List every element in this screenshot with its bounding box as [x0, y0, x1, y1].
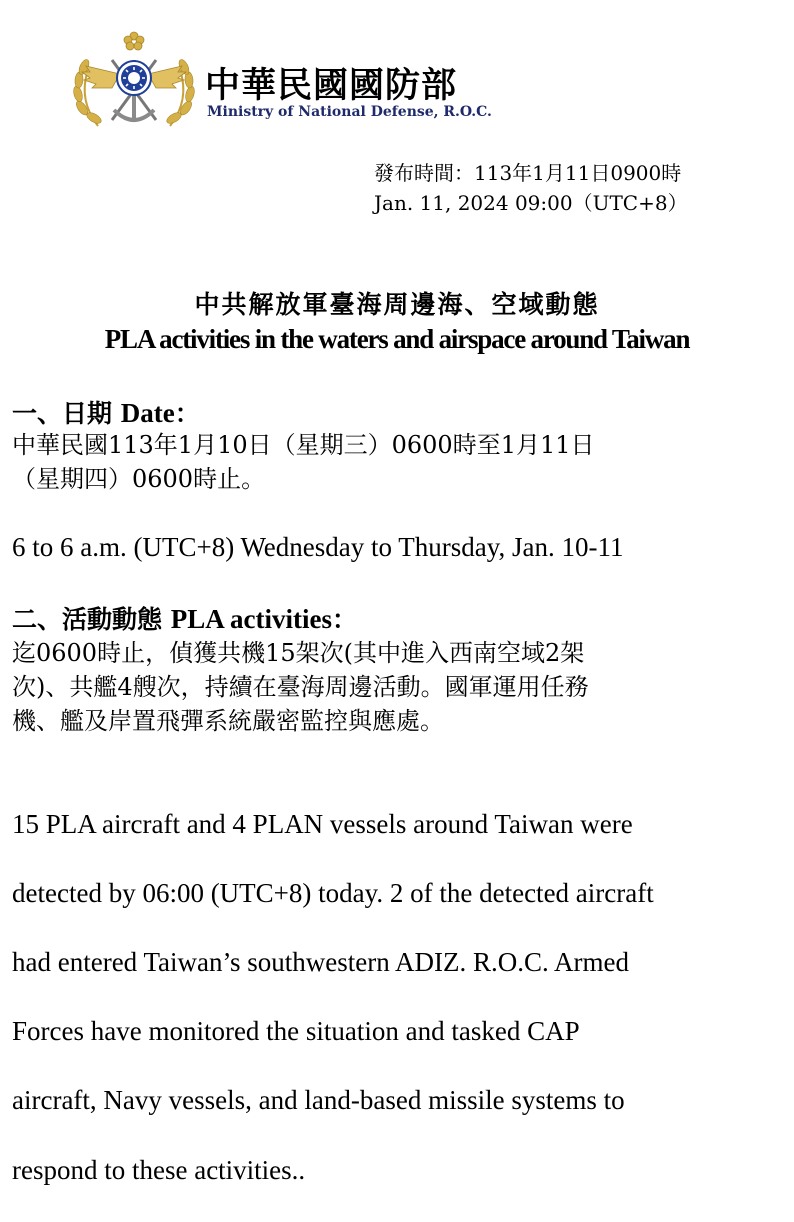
org-name-zh: 中華民國國防部: [205, 66, 458, 106]
section-activities-zh-line: 次)、共艦4艘次，持續在臺海周邊活動。國軍運用任務: [12, 673, 589, 701]
section-activities-en-line: aircraft, Navy vessels, and land-based missile systems to: [12, 1085, 625, 1116]
release-time: [374, 158, 688, 218]
section-activities-en-line: Forces have monitored the situation and tasked CAP: [12, 1016, 580, 1047]
section-activities-zh-line: 迄0600時止，偵獲共機15架次(其中進入西南空域2架: [12, 639, 585, 667]
mnd-emblem-logo: [68, 30, 200, 138]
section-activities-en: [12, 772, 782, 1222]
section-activities-en-line: detected by 06:00 (UTC+8) today. 2 of the detected aircraft: [12, 877, 654, 908]
section-activities-en-line: respond to these activities..: [12, 1154, 306, 1185]
document-title: [0, 288, 794, 356]
section-date-zh-line: （星期四）0600時止。: [12, 465, 266, 493]
section-activities-zh: [12, 636, 782, 738]
section-activities-heading: [12, 600, 357, 636]
section-date-heading-zh: 一、日期: [12, 399, 113, 428]
release-time-zh: 發布時間：113年1月11日0900時: [374, 161, 682, 185]
org-name-en: Ministry of National Defense, R.O.C.: [207, 104, 492, 120]
release-time-en: Jan. 11, 2024 09:00（UTC+8）: [374, 191, 688, 215]
section-activities-zh-line: 機、艦及岸置飛彈系統嚴密監控與應處。: [12, 707, 444, 735]
section-activities-heading-en: PLA activities: [170, 604, 332, 634]
section-activities-en-line: 15 PLA aircraft and 4 PLAN vessels around Taiwan were: [12, 808, 633, 839]
title-en: PLA activities in the waters and airspace around Taiwan: [104, 324, 690, 354]
section-date-heading-colon: ：: [174, 399, 200, 428]
section-activities-en-line: had entered Taiwan’s southwestern ADIZ. R.O.C. Armed: [12, 946, 629, 977]
title-zh: 中共解放軍臺海周邊海、空域動態: [194, 290, 600, 319]
section-activities-heading-colon: ：: [331, 605, 357, 634]
section-date-zh-line: 中華民國113年1月10日（星期三）0600時至1月11日: [12, 431, 595, 459]
section-date-heading-en: Date: [120, 398, 175, 428]
section-activities-heading-zh: 二、活動動態: [12, 605, 163, 634]
section-date-zh: [12, 428, 782, 496]
section-date-heading: [12, 394, 200, 430]
section-date-en: 6 to 6 a.m. (UTC+8) Wednesday to Thursday, Jan. 10-11: [12, 532, 624, 562]
